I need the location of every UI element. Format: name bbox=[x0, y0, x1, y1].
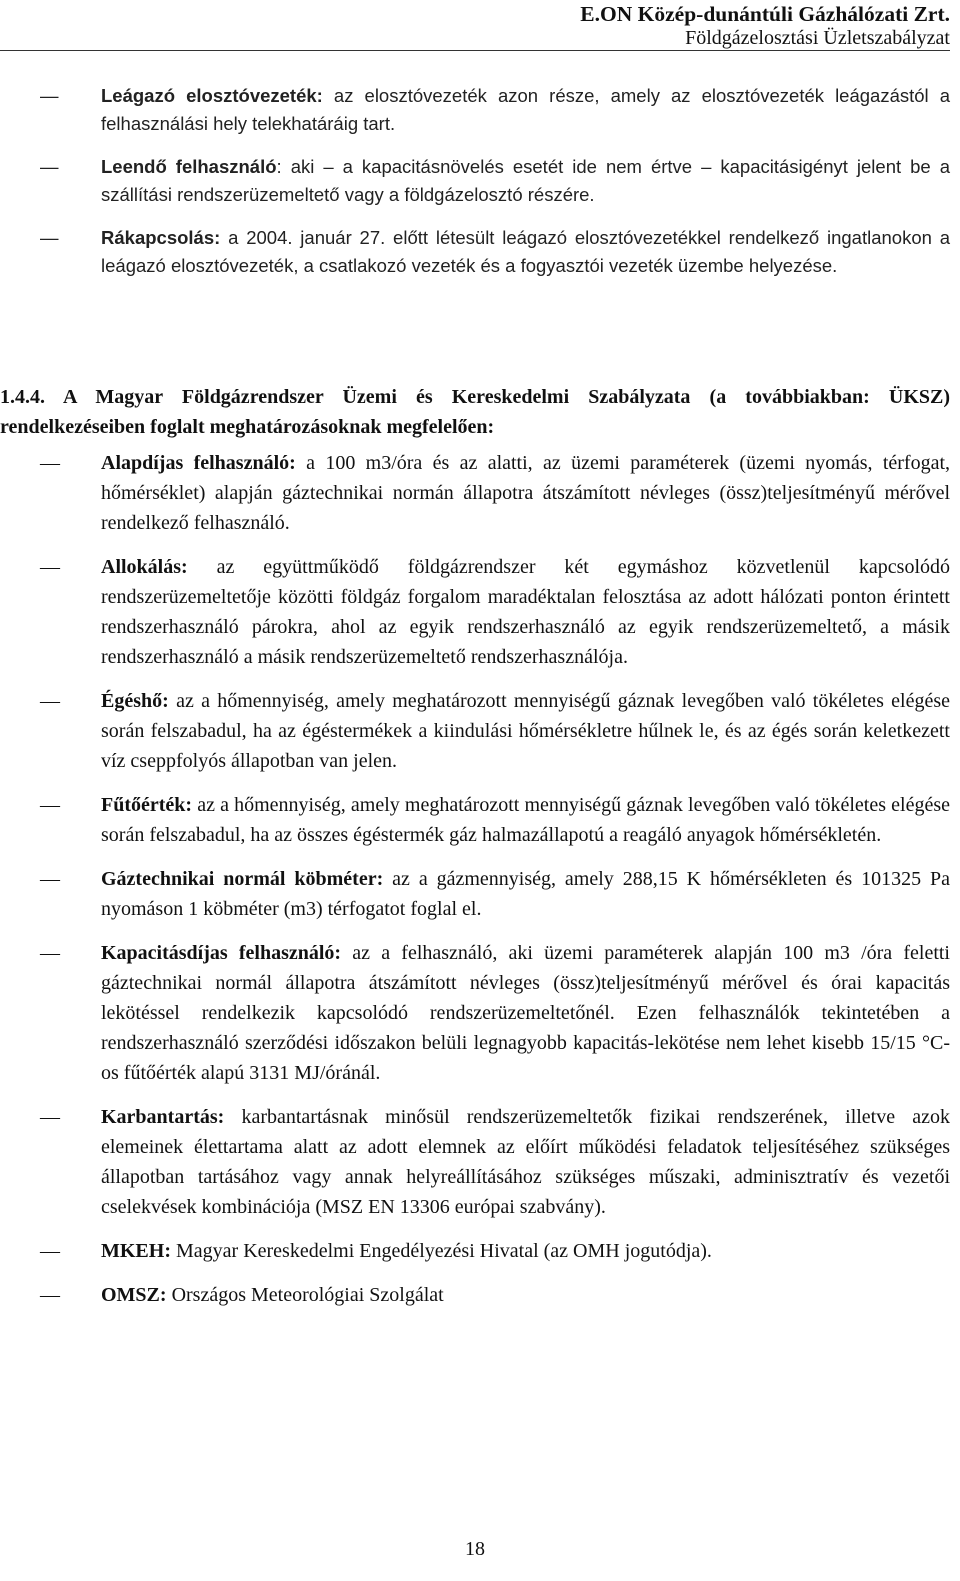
definition-term: Rákapcsolás: bbox=[101, 227, 221, 248]
definitions-list-2 bbox=[0, 448, 950, 1324]
definition-term: Alapdíjas felhasználó: bbox=[101, 452, 296, 474]
definition-text: az a hőmennyiség, amely meghatározott mennyiségű gáznak levegőben való tökéletes elégése során felszabadul, ha az összes égéstermék gáz halmazállapotú a reagáló anyagok hőmérsékletén. bbox=[101, 794, 950, 846]
definition-term: Leágazó elosztóvezeték: bbox=[101, 85, 323, 106]
definition-item bbox=[0, 686, 950, 776]
definition-item bbox=[0, 864, 950, 924]
definition-text: Magyar Kereskedelmi Engedélyezési Hivatal (az OMH jogutódja). bbox=[176, 1240, 712, 1262]
definition-text: az együttműködő földgázrendszer két egymáshoz közvetlenül kapcsolódó rendszerüzemeltetője közötti földgáz forgalom maradéktalan felosztása az adott hálózati ponton érintett rendszerhasználó párokra, ahol az egyik rendszerhasználó az egyik rendszerüzemeltető, a másik rendszerhasználó a másik rendszerüzemeltető rendszerhasználója. bbox=[101, 556, 951, 668]
definition-item bbox=[0, 938, 950, 1088]
definition-item bbox=[0, 224, 950, 280]
definition-item bbox=[0, 1236, 950, 1266]
definition-term: Karbantartás: bbox=[101, 1106, 225, 1128]
definition-term: Égéshő: bbox=[101, 690, 169, 712]
definition-text: a 2004. január 27. előtt létesült leágazó elosztóvezetékkel rendelkező ingatlanokon a leágazó elosztóvezeték, a csatlakozó vezeték és a fogyasztói vezeték üzembe helyezése. bbox=[101, 227, 951, 276]
definition-term: OMSZ: bbox=[101, 1284, 167, 1306]
definition-term: Gáztechnikai normál köbméter: bbox=[101, 868, 384, 890]
definition-item bbox=[0, 153, 950, 209]
dash-bullet: — bbox=[40, 556, 60, 578]
dash-bullet: — bbox=[40, 452, 60, 474]
definition-item bbox=[0, 448, 950, 538]
definition-item bbox=[0, 1102, 950, 1222]
document-title: Földgázelosztási Üzletszabályzat bbox=[685, 27, 950, 49]
section-heading: 1.4.4. A Magyar Földgázrendszer Üzemi és Kereskedelmi Szabályzata (a továbbiakban: ÜKSZ) rendelkezéseiben foglalt meghatározásoknak megfelelően: bbox=[0, 386, 950, 438]
dash-bullet: — bbox=[40, 868, 60, 890]
definition-term: Fűtőérték: bbox=[101, 794, 193, 816]
dash-bullet: — bbox=[40, 942, 60, 964]
company-name: E.ON Közép-dunántúli Gázhálózati Zrt. bbox=[580, 2, 950, 26]
definition-text: az elosztóvezeték azon része, amely az elosztóvezeték leágazástól a felhasználási hely telekhatáráig tart. bbox=[101, 85, 951, 134]
dash-bullet: — bbox=[40, 227, 59, 248]
definition-item bbox=[0, 790, 950, 850]
page-header bbox=[0, 0, 950, 51]
definition-term: Kapacitásdíjas felhasználó: bbox=[101, 942, 342, 964]
definition-text: karbantartásnak minősül rendszerüzemeltetők fizikai rendszerének, illetve azok elemeinek élettartama alatt az adott elemnek az előírt működési feladatok teljesítéséhez szükséges állapotban tartásához vagy annak helyreállításához szükséges műszaki, adminisztratív és vezetői cselekvések kombinációja (MSZ EN 13306 európai szabvány). bbox=[101, 1106, 950, 1218]
definition-item bbox=[0, 1280, 950, 1310]
definitions-list-1 bbox=[0, 82, 950, 295]
dash-bullet: — bbox=[40, 794, 60, 816]
dash-bullet: — bbox=[40, 1106, 60, 1128]
dash-bullet: — bbox=[40, 85, 59, 106]
dash-bullet: — bbox=[40, 690, 60, 712]
definition-term: MKEH: bbox=[101, 1240, 171, 1262]
definition-text: az a gázmennyiség, amely 288,15 K hőmérsékleten és 101325 Pa nyomáson 1 köbméter (m3) térfogatot foglal el. bbox=[101, 868, 950, 920]
dash-bullet: — bbox=[40, 156, 59, 177]
definition-text: Országos Meteorológiai Szolgálat bbox=[171, 1284, 444, 1306]
dash-bullet: — bbox=[40, 1284, 60, 1306]
definition-text: az a felhasználó, aki üzemi paraméterek alapján 100 m3 /óra feletti gáztechnikai normál állapotra átszámított névleges (össz)teljesítményű mérővel és órai kapacitás lekötéssel rendelkezik kapcsolódó rendszerüzemeltetőnél. Ezen felhasználók tekintetében a rendszerhasználó szerződési időszakon belüli legnagyobb kapacitás-lekötése nem lehet kisebb 15/15 °C-os fűtőérték alapú 3131 MJ/óránál. bbox=[101, 942, 950, 1084]
page-number: 18 bbox=[465, 1538, 485, 1560]
definition-text: a 100 m3/óra és az alatti, az üzemi paraméterek (üzemi nyomás, térfogat, hőmérséklet) alapján gáztechnikai normán állapotra átszámított névleges (össz)teljesítményű mérővel rendelkező felhasználó. bbox=[101, 452, 951, 534]
definition-text: : aki – a kapacitásnövelés esetét ide nem értve – kapacitásigényt jelent be a szállítási rendszerüzemeltető vagy a földgázelosztó részére. bbox=[101, 156, 951, 205]
dash-bullet: — bbox=[40, 1240, 60, 1262]
definition-term: Allokálás: bbox=[101, 556, 188, 578]
definition-item bbox=[0, 82, 950, 138]
definition-text: az a hőmennyiség, amely meghatározott mennyiségű gáznak levegőben való tökéletes elégése során felszabadul, ha az égéstermékek a kiindulási hőmérsékletre hűlnek le, és az égés során keletkezett víz cseppfolyós állapotban van jelen. bbox=[101, 690, 950, 772]
definition-item bbox=[0, 552, 950, 672]
definition-term: Leendő felhasználó bbox=[101, 156, 277, 177]
